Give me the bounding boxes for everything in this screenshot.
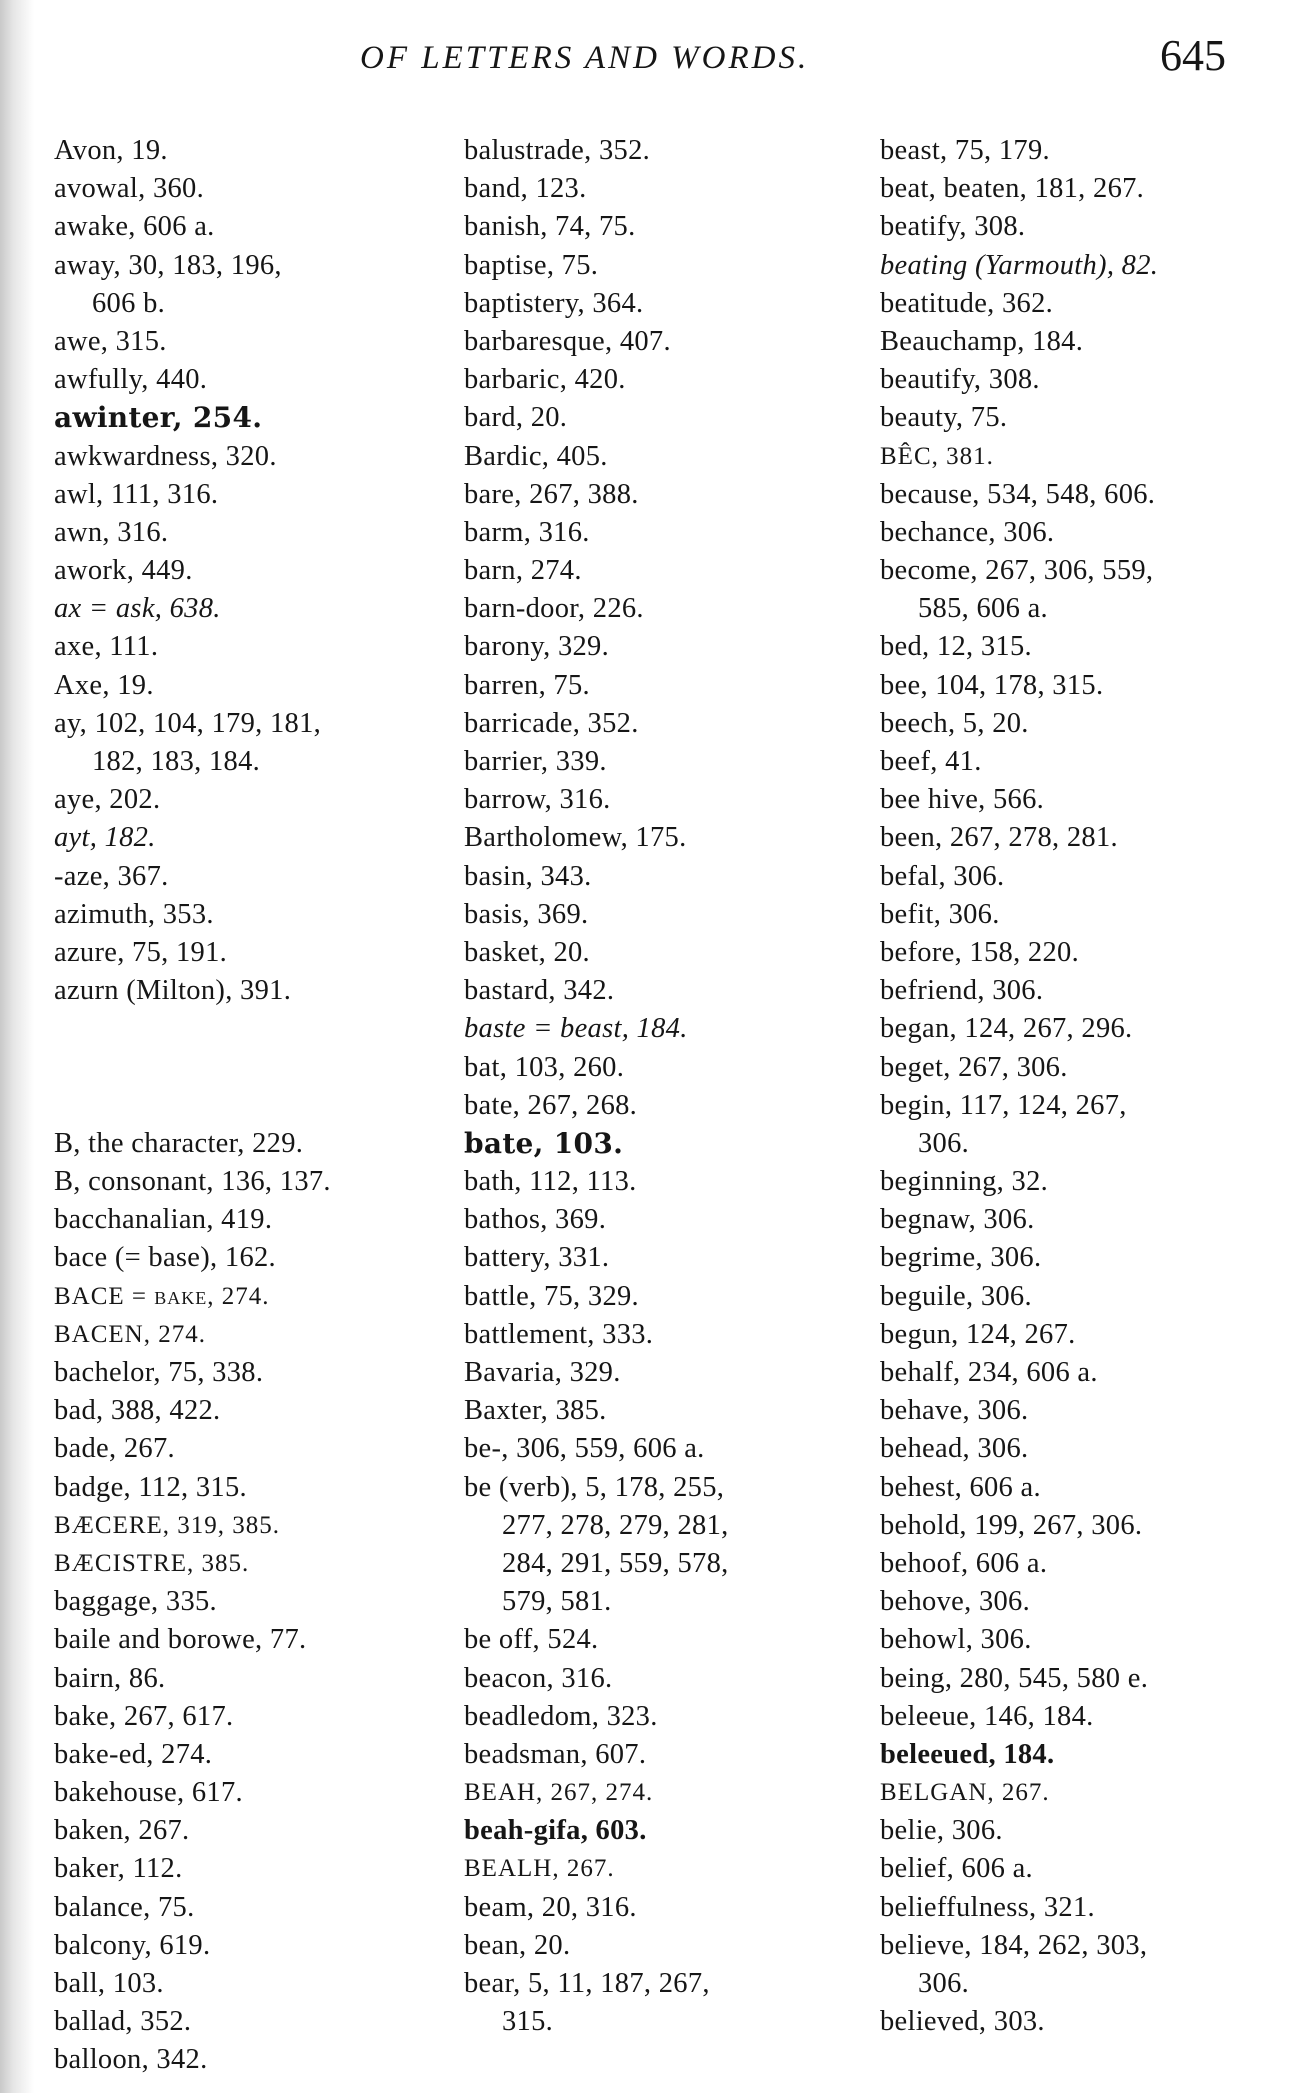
index-entry: barony, 329.: [464, 631, 610, 663]
index-entry: barricade, 352.: [464, 707, 639, 739]
index-entry: BÊC, 381.: [880, 442, 994, 470]
index-entry: begnaw, 306.: [880, 1204, 1035, 1236]
index-entry: bat, 103, 260.: [464, 1051, 625, 1083]
index-entry: 284, 291, 559, 578,: [502, 1547, 729, 1579]
index-entry: baggage, 335.: [54, 1586, 217, 1618]
index-entry: bad, 388, 422.: [54, 1395, 221, 1427]
index-entry: 306.: [918, 1127, 970, 1159]
binding-shadow: [0, 0, 34, 2093]
index-entry: believed, 303.: [880, 2006, 1045, 2038]
index-entry: bake, 267, 617.: [54, 1700, 234, 1732]
index-entry: Bartholomew, 175.: [464, 822, 687, 854]
index-entry: bachelor, 75, 338.: [54, 1357, 264, 1389]
index-entry: Axe, 19.: [54, 669, 154, 701]
index-entry: Baxter, 385.: [464, 1395, 607, 1427]
index-entry: battle, 75, 329.: [464, 1280, 639, 1312]
index-entry: begin, 117, 124, 267,: [880, 1089, 1127, 1121]
index-entry: barm, 316.: [464, 516, 590, 548]
index-entry: bastard, 342.: [464, 975, 615, 1007]
index-entry: awl, 111, 316.: [54, 478, 219, 510]
index-entry: bacchanalian, 419.: [54, 1204, 273, 1236]
index-column-3: [880, 132, 1260, 2041]
index-entry: bed, 12, 315.: [880, 631, 1032, 663]
index-entry: ax = ask, 638.: [54, 593, 221, 625]
index-entry: ball, 103.: [54, 1968, 164, 2000]
index-entry: bard, 20.: [464, 402, 568, 434]
index-entry: awork, 449.: [54, 555, 193, 587]
index-entry: behove, 306.: [880, 1586, 1031, 1618]
index-entry: banish, 74, 75.: [464, 211, 636, 243]
index-entry: beadledom, 323.: [464, 1700, 658, 1732]
index-entry: behest, 606 a.: [880, 1471, 1041, 1503]
index-entry: beah-gifa, 603.: [464, 1815, 647, 1847]
index-entry: begun, 124, 267.: [880, 1318, 1076, 1350]
index-entry: barn, 274.: [464, 555, 582, 587]
index-entry: believe, 184, 262, 303,: [880, 1929, 1148, 1961]
index-entry: behowl, 306.: [880, 1624, 1032, 1656]
index-entry: be off, 524.: [464, 1624, 599, 1656]
index-entry: beleeue, 146, 184.: [880, 1700, 1094, 1732]
index-entry: badge, 112, 315.: [54, 1471, 247, 1503]
index-column-1: [54, 132, 434, 2080]
index-entry: baste = beast, 184.: [464, 1013, 688, 1045]
index-entry: 306.: [918, 1968, 970, 1999]
index-entry: behoof, 606 a.: [880, 1547, 1048, 1579]
index-entry: beautify, 308.: [880, 364, 1040, 396]
index-entry: belie, 306.: [880, 1815, 1003, 1847]
index-entry: ay, 102, 104, 179, 181,: [54, 707, 322, 739]
index-entry: beauty, 75.: [880, 402, 1008, 434]
index-entry: belief, 606 a.: [880, 1853, 1033, 1885]
page-number: 645: [1160, 31, 1226, 80]
index-entry: been, 267, 278, 281.: [880, 822, 1118, 854]
index-entry: beam, 20, 316.: [464, 1891, 637, 1923]
index-entry: bare, 267, 388.: [464, 478, 639, 510]
index-entry: BEALH, 267.: [464, 1855, 615, 1883]
index-entry: before, 158, 220.: [880, 936, 1080, 968]
index-entry: bechance, 306.: [880, 516, 1055, 548]
index-entry: be-, 306, 559, 606 a.: [464, 1433, 705, 1465]
index-entry: barren, 75.: [464, 669, 590, 701]
running-head: OF LETTERS AND WORDS.: [360, 40, 810, 76]
index-entry: battlement, 333.: [464, 1318, 654, 1350]
index-entry: began, 124, 267, 296.: [880, 1013, 1133, 1045]
index-entry: beast, 75, 179.: [880, 135, 1050, 166]
index-entry: because, 534, 548, 606.: [880, 478, 1156, 510]
index-entry: Bavaria, 329.: [464, 1357, 621, 1388]
index-entry: BELGAN, 267.: [880, 1779, 1050, 1807]
index-entry: axe, 111.: [54, 631, 159, 663]
index-entry: being, 280, 545, 580 e.: [880, 1662, 1149, 1694]
index-entry: bathos, 369.: [464, 1204, 607, 1236]
index-entry: ayt, 182.: [54, 822, 156, 854]
index-entry: away, 30, 183, 196,: [54, 249, 282, 281]
index-column-2: [464, 132, 844, 2041]
index-entry: balloon, 342.: [54, 2044, 208, 2076]
index-entry: barn-door, 226.: [464, 593, 644, 625]
index-entry: beadsman, 607.: [464, 1738, 647, 1770]
index-entry: befit, 306.: [880, 898, 1000, 930]
index-entry: bee, 104, 178, 315.: [880, 669, 1104, 701]
index-entry: BEAH, 267, 274.: [464, 1779, 654, 1807]
index-entry: azurn (Milton), 391.: [54, 975, 292, 1007]
index-entry: BACEN, 274.: [54, 1320, 206, 1348]
index-entry: azimuth, 353.: [54, 898, 214, 930]
index-entry: behalf, 234, 606 a.: [880, 1357, 1098, 1388]
index-entry: baker, 112.: [54, 1853, 183, 1885]
index-entry: bate, 103.: [464, 1126, 624, 1160]
index-entry: Avon, 19.: [54, 135, 168, 166]
index-entry: become, 267, 306, 559,: [880, 555, 1154, 587]
index-entry: awkwardness, 320.: [54, 440, 277, 472]
index-entry: 182, 183, 184.: [92, 746, 261, 777]
index-entry: 606 b.: [92, 287, 166, 319]
index-entry: basket, 20.: [464, 936, 590, 968]
index-entry: beech, 5, 20.: [880, 707, 1029, 739]
index-entry: azure, 75, 191.: [54, 936, 228, 968]
index-entry: beef, 41.: [880, 746, 982, 777]
index-entry: avowal, 360.: [54, 173, 205, 205]
index-entry: 277, 278, 279, 281,: [502, 1509, 729, 1541]
index-entry: belieffulness, 321.: [880, 1891, 1095, 1923]
index-entry: bade, 267.: [54, 1433, 175, 1465]
index-entry: 585, 606 a.: [918, 593, 1048, 625]
index-entry: behead, 306.: [880, 1433, 1029, 1465]
index-entry: behave, 306.: [880, 1395, 1029, 1427]
index-entry: baile and borowe, 77.: [54, 1624, 307, 1656]
index-entry: bake-ed, 274.: [54, 1738, 213, 1770]
index-entry: baken, 267.: [54, 1815, 190, 1847]
index-entry: B, consonant, 136, 137.: [54, 1166, 331, 1198]
index-entry: bear, 5, 11, 187, 267,: [464, 1968, 710, 1999]
index-entry: awfully, 440.: [54, 364, 208, 396]
index-entry: beleeued, 184.: [880, 1738, 1055, 1770]
index-entry: bee hive, 566.: [880, 784, 1045, 816]
index-entry: barbaresque, 407.: [464, 325, 671, 357]
index-entry: baptistery, 364.: [464, 287, 644, 319]
index-entry: 579, 581.: [502, 1586, 612, 1618]
index-entry: beating (Yarmouth), 82.: [880, 249, 1159, 281]
index-entry: basis, 369.: [464, 898, 589, 930]
index-entry: beginning, 32.: [880, 1166, 1049, 1198]
index-entry: awake, 606 a.: [54, 211, 215, 243]
index-entry: BÆCERE, 319, 385.: [54, 1511, 281, 1539]
index-entry: aye, 202.: [54, 784, 161, 816]
index-entry: bairn, 86.: [54, 1662, 166, 1694]
index-entry: 315.: [502, 2006, 554, 2038]
index-entry: be (verb), 5, 178, 255,: [464, 1471, 725, 1503]
index-entry: bace (= base), 162.: [54, 1242, 276, 1274]
index-entry: Beauchamp, 184.: [880, 325, 1084, 357]
index-entry: basin, 343.: [464, 860, 592, 892]
index-entry: beacon, 316.: [464, 1662, 613, 1694]
index-entry: beat, beaten, 181, 267.: [880, 173, 1145, 205]
index-entry: barrow, 316.: [464, 784, 611, 816]
index-entry: ballad, 352.: [54, 2006, 192, 2038]
index-entry: behold, 199, 267, 306.: [880, 1509, 1143, 1541]
index-entry: balustrade, 352.: [464, 135, 651, 166]
index-entry: bate, 267, 268.: [464, 1089, 638, 1121]
index-entry: bakehouse, 617.: [54, 1777, 243, 1809]
index-entry: BÆCISTRE, 385.: [54, 1549, 250, 1577]
index-entry: awe, 315.: [54, 325, 167, 357]
index-entry: begrime, 306.: [880, 1242, 1042, 1274]
section-gap: [54, 1010, 434, 1125]
index-entry: battery, 331.: [464, 1242, 610, 1274]
index-entry: beatitude, 362.: [880, 287, 1054, 319]
index-entry: awinter, 254.: [54, 401, 263, 435]
index-entry: beget, 267, 306.: [880, 1051, 1068, 1083]
index-entry: befriend, 306.: [880, 975, 1044, 1007]
index-entry: BACE = bake, 274.: [54, 1282, 270, 1310]
index-entry: balance, 75.: [54, 1891, 195, 1923]
index-entry: bath, 112, 113.: [464, 1166, 637, 1198]
index-entry: baptise, 75.: [464, 249, 599, 281]
index-entry: barbaric, 420.: [464, 364, 626, 396]
index-entry: balcony, 619.: [54, 1929, 211, 1961]
index-entry: barrier, 339.: [464, 746, 607, 777]
index-entry: Bardic, 405.: [464, 440, 608, 472]
index-entry: -aze, 367.: [54, 860, 169, 892]
index-entry: befal, 306.: [880, 860, 1005, 892]
index-entry: awn, 316.: [54, 516, 169, 548]
index-entry: bean, 20.: [464, 1929, 571, 1961]
index-entry: band, 123.: [464, 173, 587, 205]
index-entry: beatify, 308.: [880, 211, 1026, 243]
index-entry: beguile, 306.: [880, 1280, 1032, 1312]
index-entry: B, the character, 229.: [54, 1127, 304, 1159]
